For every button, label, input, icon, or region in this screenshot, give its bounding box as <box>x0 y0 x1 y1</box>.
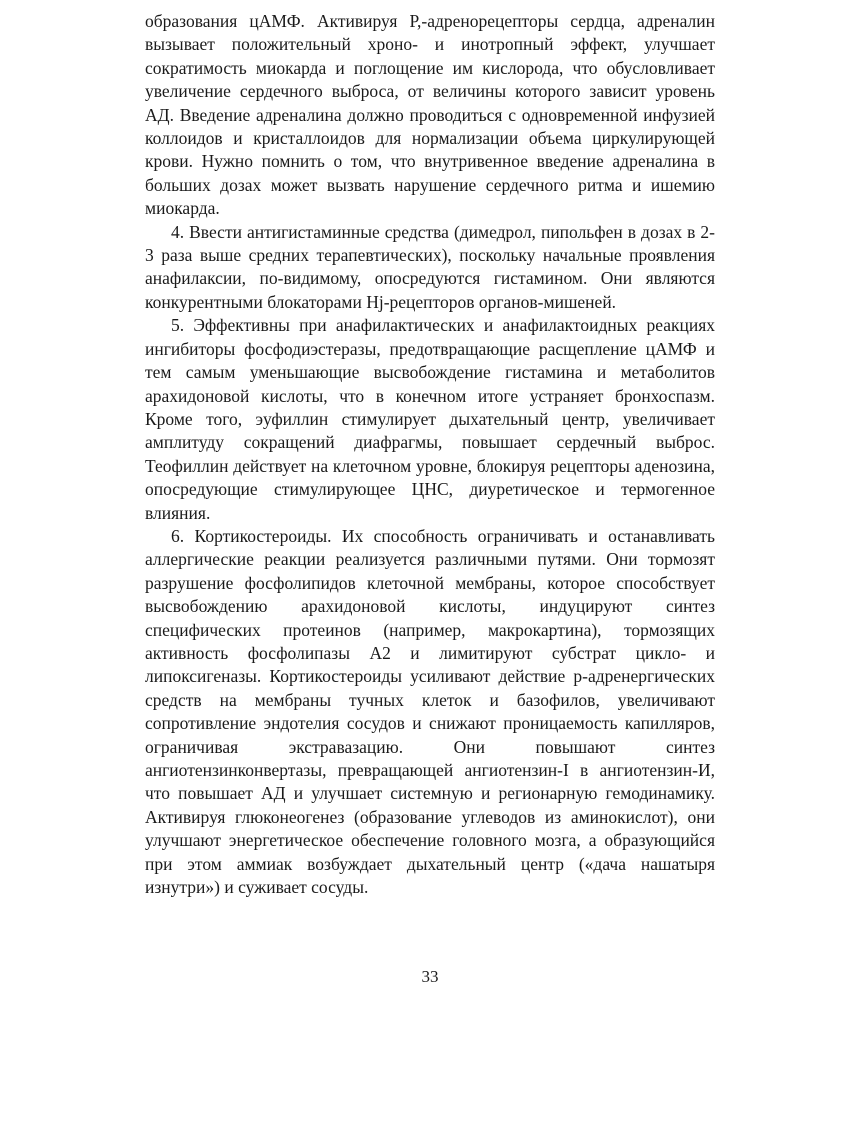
page-number: 33 <box>421 967 439 986</box>
paragraph-adrenaline: образования цАМФ. Активируя Р,-адренорецепторы сердца, адреналин вызывает положительный хроно- и инотропный эффект, улучшает сократимость миокарда и поглощение им кислорода, что обусловливает увеличение сердечного выброса, от величины которого зависит уровень АД. Введение адреналина должно проводиться с одновременной инфузией коллоидов и кристаллоидов для нормализации объема циркулирующей крови. Нужно помнить о том, что внутривенное введение адреналина в больших дозах может вызвать нарушение сердечного ритма и ишемию миокарда. <box>145 11 715 219</box>
paragraph-corticosteroids: 6. Кортикостероиды. Их способность ограничивать и останавливать аллергические реакции реализуется различными путями. Они тормозят разрушение фосфолипидов клеточной мембраны, которое способствует высвобождению арахидоновой кислоты, индуцируют синтез специфических протеинов (например, макрокартина), тормозящих активность фосфолипазы А2 и лимитируют субстрат цикло- и липоксигеназы. Кортикостероиды усиливают действие р-адренергических средств на мембраны тучных клеток и базофилов, увеличивают сопротивление эндотелия сосудов и снижают проницаемость капилляров, ограничивая экстравазацию. Они повышают синтез ангиотензинконвертазы, превращающей ангиотензин-I в ангиотензин-И, что повышает АД и улучшает системную и регионарную гемодинамику. Активируя глюконеогенез (образование углеводов из аминокислот), они улучшают энергетическое обеспечение головного мозга, а образующийся при этом аммиак возбуждает дыхательный центр («дача нашатыря изнутри») и суживает сосуды. <box>145 525 715 898</box>
paragraph-antihistamines: 4. Ввести антигистаминные средства (димедрол, пипольфен в дозах в 2-3 раза выше средних терапевтических), поскольку начальные проявления анафилаксии, по-видимому, опосредуются гистамином. Они являются конкурентными блокаторами Hj-рецепторов органов-мишеней. <box>145 221 715 312</box>
page-body <box>145 10 715 899</box>
paragraph-phosphodiesterase-inhibitors: 5. Эффективны при анафилактических и анафилактоидных реакциях ингибиторы фосфодиэстеразы, предотвращающие расщепление цАМФ и тем самым уменьшающие высвобождение гистамина и метаболитов арахидоновой кислоты, что в конечном итоге устраняет бронхоспазм. Кроме того, эуфиллин стимулирует дыхательный центр, увеличивает амплитуду сокращений диафрагмы, повышает сердечный выброс. Теофиллин действует на клеточном уровне, блокируя рецепторы аденозина, опосредующие стимулирующее ЦНС, диуретическое и термогенное влияния. <box>145 315 715 523</box>
